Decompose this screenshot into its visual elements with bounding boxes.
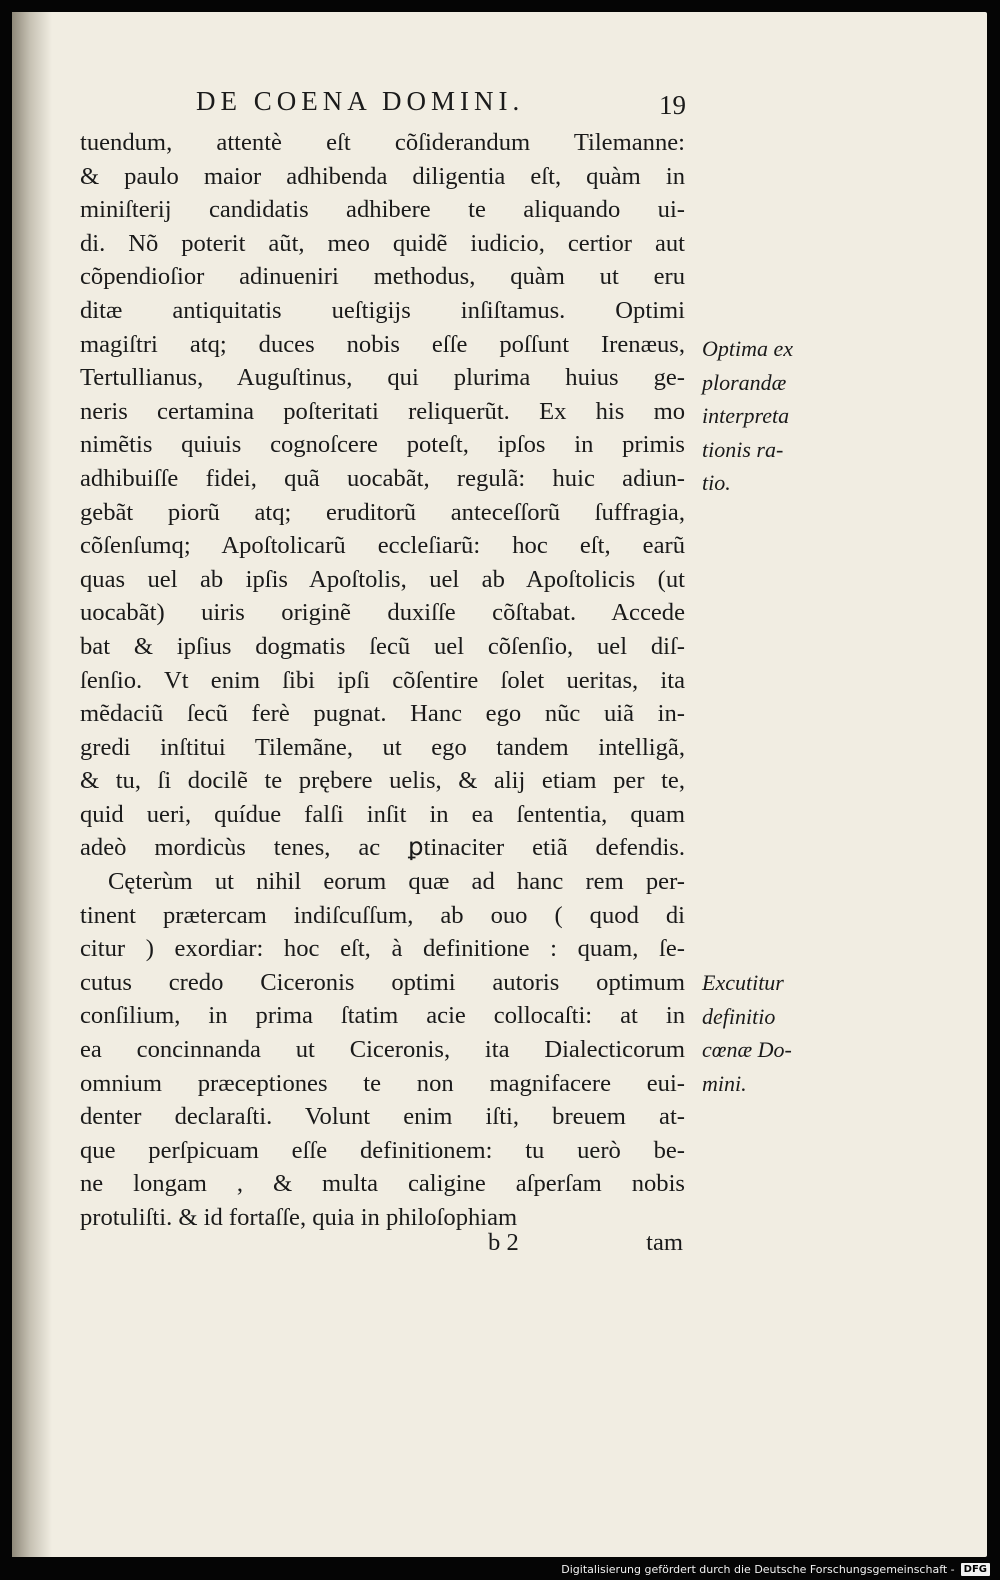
catchword: tam (646, 1229, 683, 1256)
text-line: adeò mordicùs tenes, ac ꝑtinaciter etiã defendis. (80, 834, 685, 862)
text-line: nimẽtis quiuis cognoſcere poteſt, ipſos in primis (80, 431, 685, 459)
marginal-note-interpretation (702, 332, 832, 500)
marginal-note-line: interpreta (702, 403, 790, 428)
text-line: Tertullianus, Auguſtinus, qui plurima huius ge- (80, 364, 685, 392)
marginal-note-definition (702, 966, 832, 1100)
text-line: omnium præceptiones te non magnifacere eui- (80, 1069, 685, 1097)
marginal-note-line: definitio (702, 1003, 776, 1029)
text-line: neris certamina poſteritati reliquerũt. Ex his mo (80, 397, 685, 425)
text-line: miniſterij candidatis adhibere te aliquando ui- (80, 196, 685, 224)
text-line: cõſenſumq; Apoſtolicarũ eccleſiarũ: hoc eſt, earũ (80, 532, 685, 560)
text-line: quas uel ab ipſis Apoſtolis, uel ab Apoſtolicis (ut (80, 565, 685, 593)
text-line: que perſpicuam eſſe definitionem: tu uerò be- (80, 1136, 685, 1164)
text-line: Cęterùm ut nihil eorum quæ ad hanc rem per- (108, 868, 685, 896)
text-line: mẽdaciũ ſecũ ferè pugnat. Hanc ego nũc uiã in- (80, 700, 685, 728)
catchword-line (488, 1229, 683, 1263)
marginal-note-line: Optima ex (702, 336, 794, 361)
text-line: protuliſti. & id fortaſſe, quia in philoſophiam (80, 1204, 518, 1231)
text-line: ne longam , & multa caligine aſperſam nobis (80, 1170, 685, 1198)
text-line: cutus credo Ciceronis optimi autoris optimum (80, 968, 685, 996)
signature-mark: b 2 (488, 1229, 519, 1256)
dfg-logo: DFG (961, 1563, 990, 1576)
text-line: tuendum, attentè eſt cõſiderandum Tilemanne: (80, 129, 685, 156)
text-line: tinent prætercam indiſcuſſum, ab ouo ( quod di (80, 901, 685, 929)
text-line: magiſtri atq; duces nobis eſſe poſſunt Irenæus, (80, 330, 685, 358)
text-line: gredi inſtitui Tilemãne, ut ego tandem intelligã, (80, 733, 685, 761)
text-line: conſilium, in prima ſtatim acie collocaſti: at in (80, 1002, 685, 1030)
text-line: quid ueri, quídue falſi inſit in ea ſententia, quam (80, 800, 685, 828)
text-line: citur ) exordiar: hoc eſt, à definitione : quam, ſe- (80, 935, 685, 963)
footer-credit: Digitalisierung gefördert durch die Deutsche Forschungsgemeinschaft - (561, 1562, 955, 1576)
text-line: cõpendioſior adinueniri methodus, quàm ut eru (80, 263, 685, 291)
page-number: 19 (659, 90, 686, 120)
text-line: bat & ipſius dogmatis ſecũ uel cõſenſio, uel diſ- (80, 632, 685, 660)
text-line: & paulo maior adhibenda diligentia eſt, quàm in (80, 162, 685, 190)
running-header (196, 86, 686, 124)
text-line: & tu, ſi docilẽ te prębere uelis, & alij etiam per te, (80, 767, 685, 795)
text-line: ditæ antiquitatis ueſtigijs inſiſtamus. Optimi (80, 296, 685, 324)
marginal-note-line: mini. (702, 1070, 747, 1096)
digitization-footer (561, 1560, 990, 1578)
marginal-note-line: tio. (702, 470, 731, 495)
text-line: ea concinnanda ut Ciceronis, ita Dialecticorum (80, 1036, 685, 1064)
text-line: gebãt piorũ atq; eruditorũ anteceſſorũ ſuffragia, (80, 498, 685, 526)
text-line: di. Nõ poterit aũt, meo quidẽ iudicio, certior aut (80, 229, 685, 257)
marginal-note-line: cœnæ Do- (702, 1037, 792, 1062)
marginal-note-line: tionis ra- (702, 436, 784, 462)
marginal-note-line: Excutitur (702, 970, 784, 995)
text-line: uocabãt) uiris originẽ duxiſſe cõſtabat. Accede (80, 599, 685, 627)
main-text-block (80, 126, 685, 1235)
running-title: DE COENA DOMINI. (196, 86, 525, 116)
marginal-note-line: plorandæ (702, 369, 787, 395)
text-line: adhibuiſſe fidei, quã uocabãt, regulã: huic adiun- (80, 464, 685, 492)
text-line: ſenſio. Vt enim ſibi ipſi cõſentire ſolet ueritas, ita (80, 666, 685, 694)
text-line: denter declaraſti. Volunt enim iſti, breuem at- (80, 1103, 685, 1131)
page-gutter-shadow (12, 12, 52, 1557)
